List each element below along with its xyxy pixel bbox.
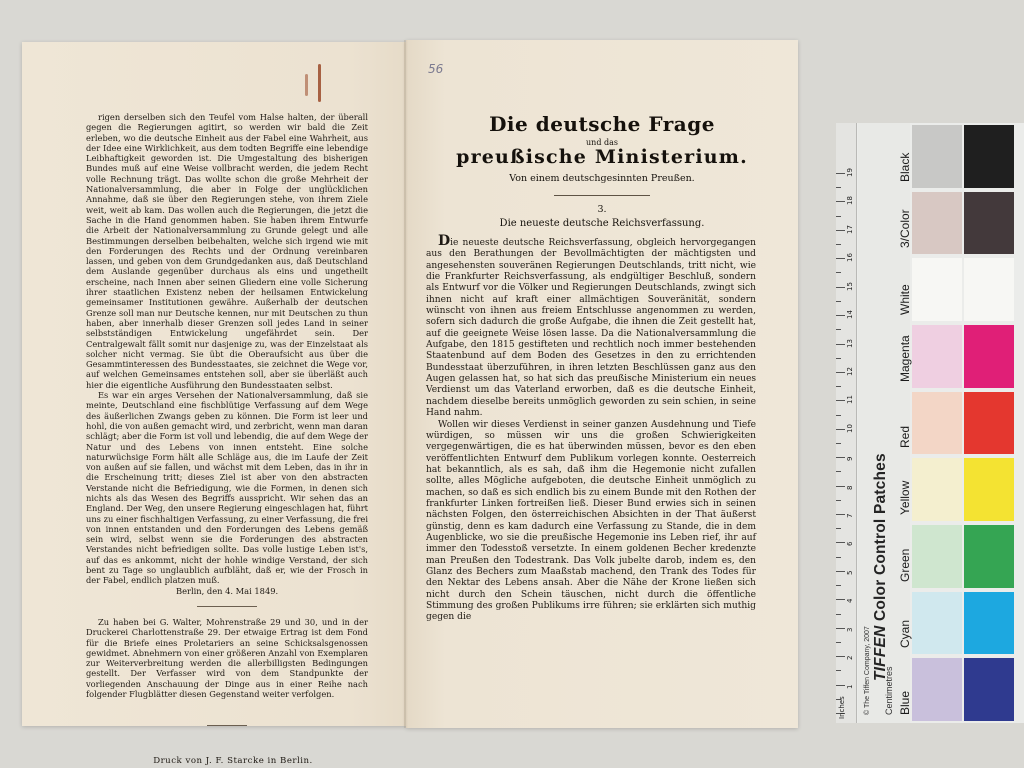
ruler-tick: [836, 542, 845, 543]
ruler: [836, 123, 857, 723]
ruler-tick: [836, 329, 841, 330]
ruler-number: 13: [846, 338, 854, 348]
patch-label: Blue: [898, 690, 912, 715]
patch-light-blue: [912, 658, 962, 721]
date-line: Berlin, den 4. Mai 1849.: [176, 585, 279, 596]
byline: Von einem deutschgesinnten Preußen.: [509, 173, 695, 184]
rust-stain: [318, 64, 321, 102]
ruler-tick: [836, 400, 845, 401]
copyright-text: © The Tiffen Company, 2007: [864, 626, 871, 715]
ruler-tick: [836, 258, 845, 259]
ruler-tick: [836, 642, 841, 643]
printer-imprint: Druck von J. F. Starcke in Berlin.: [153, 756, 313, 767]
ruler-tick: [836, 443, 841, 444]
patch-light-red: [912, 392, 962, 455]
ruler-number: 11: [846, 395, 854, 405]
ruler-number: 8: [846, 485, 854, 490]
patch-label: Black: [898, 152, 912, 182]
patch-dark-blue: [964, 658, 1014, 721]
ruler-tick: [836, 216, 841, 217]
divider: [207, 725, 247, 726]
ruler-tick: [836, 486, 845, 487]
left-text-column: [86, 112, 368, 767]
patch-dark-cyan: [964, 592, 1014, 655]
ruler-tick: [836, 528, 841, 529]
right-page: [406, 40, 798, 728]
card-title: Color Control Patches: [872, 453, 889, 622]
ruler-tick: [836, 244, 841, 245]
ruler-tick: [836, 372, 845, 373]
ruler-tick: [836, 358, 841, 359]
ruler-number: 18: [846, 196, 854, 206]
patch-dark-white: [964, 258, 1014, 321]
ruler-tick: [836, 599, 845, 600]
left-page: [22, 42, 406, 767]
ruler-number: 19: [846, 168, 854, 177]
ruler-tick: [836, 201, 845, 202]
ruler-number: 14: [846, 310, 854, 320]
ruler-tick: [836, 287, 845, 288]
publisher-note: Zu haben bei G. Walter, Mohrenstraße 29 und 30, und in der Druckerei Charlottenstraße 29. Der etwaige Ertrag ist dem Fond für die Briefe eines Proletariers an seine Schicksalsgenossen gewidmet. Abnehmern von einer größeren Anzahl von Exemplaren zur Weiterverbreitung werden die allerbilligsten Bedingungen gestellt. Der Verfasser wird von dem Standpunkte der vorliegenden Anschauung der Dinge aus in einer Reihe nach folgender Flugblätter diesen Gegenstand weiter verfolgen.: [86, 616, 368, 700]
ruler-number: 1: [846, 684, 854, 689]
right-text-column: [426, 233, 756, 624]
title-line-2: und das: [586, 138, 618, 147]
patch-light-white: [912, 258, 962, 321]
ruler-tick: [836, 656, 845, 657]
patch-light-black: [912, 125, 962, 188]
brand-title: [872, 453, 890, 681]
ruler-tick: [836, 386, 841, 387]
patch-light-yellow: [912, 458, 962, 521]
left-paragraph: rigen derselben sich den Teufel vom Halse halten, der überall gegen die Regierungen agitirt, so werden wir bald die Zeit erleben, wo die deutsche Einheit aus der Fabel eine Wahrheit, aus der Idee eine Wirklichkeit, aus dem todten Begriffe eine lebendige Leibhaftigkeit geworden ist. Die Umgestaltung des bisherigen Bundes muß auf eine Weise vollbracht werden, die jedem Recht volle Rechnung trägt. Das wollte schon die große Mehrheit der Nationalversammlung, die aber in Folge der unglücklichen Annahme, daß sie über den Regierungen stehe, von ihrem Ziele weit, weit ab kam. Das wollen auch die Regierungen, die jetzt die Sache in die Hand genommen haben. Sie haben ihrem Entwurfe die Arbeit der Nationalversammlung zu Grunde gelegt und alle Bestimmungen derselben beibehalten, welche sich irgend wie mit den Forderungen des Rechts und der Ordnung vereinbaren lassen, und geben von dem Grundgedanken aus, daß Deutschland dem Auslande gegenüber durchaus als eins und ungetheilt erscheine, nach Innen aber seinen Gliedern eine volle Sicherung ihrer staatlichen Existenz neben der heilsamen Entwickelung gemeinsamer Institutionen gewähre. Außerhalb der deutschen Grenze soll man nur Deutsche kennen, nur mit Deutschen zu thun haben, aber innerhalb dieser Grenzen soll jedes Land in seiner selbstständigen Entwickelung ungefährdet sein. Der Centralgewalt fällt somit nur dasjenige zu, was der Einzelstaat als solcher nicht vermag. Sie übt die Oberaufsicht aus über die Gesammtinteressen des Bundesstaates, sie zeichnet die Wege vor, auf welchen Gemeinsames entstehen soll, aber sie überläßt auch hier die eigentliche Ausführung den Bundesstaaten selbst.: [86, 112, 368, 390]
patch-light-green: [912, 525, 962, 588]
ruler-unit-inches: Inches: [838, 696, 846, 719]
patch-label: Magenta: [898, 334, 912, 382]
pencil-mark: 56: [428, 62, 444, 76]
section-title: Die neueste deutsche Reichsverfassung.: [499, 218, 705, 229]
page-fold: [404, 40, 408, 728]
patch-label: Red: [898, 426, 912, 449]
section-number: 3.: [597, 204, 607, 215]
ruler-tick: [836, 415, 841, 416]
ruler-number: 6: [846, 542, 854, 547]
ruler-number: 10: [846, 423, 854, 433]
ruler-tick: [836, 685, 845, 686]
title-line-1: Die deutsche Frage: [489, 112, 715, 136]
ruler-number: 5: [846, 570, 854, 575]
color-control-card: [836, 123, 1024, 723]
ruler-tick: [836, 230, 845, 231]
divider: [554, 195, 650, 196]
patch-dark-yellow: [964, 458, 1014, 521]
ruler-number: 7: [846, 513, 854, 519]
patch-light-cyan: [912, 592, 962, 655]
ruler-tick: [836, 471, 841, 472]
patch-label: Cyan: [898, 620, 912, 649]
ruler-number: 17: [846, 224, 854, 234]
patch-dark-3-color: [964, 192, 1014, 255]
ruler-unit-cm: Centimetres: [884, 666, 894, 715]
ruler-tick: [836, 429, 845, 430]
ruler-number: 2: [846, 655, 854, 661]
ruler-tick: [836, 670, 841, 671]
patch-light-3-color: [912, 192, 962, 255]
ruler-tick: [836, 500, 841, 501]
patch-dark-magenta: [964, 325, 1014, 388]
ruler-number: 15: [846, 281, 854, 291]
ruler-tick: [836, 187, 841, 188]
dark-patch-column: [964, 123, 1016, 723]
brand-logo: TIFFEN: [872, 625, 889, 681]
ruler-tick: [836, 557, 841, 558]
ruler-tick: [836, 628, 845, 629]
ruler-number: 16: [846, 253, 854, 263]
ruler-number: 12: [846, 367, 854, 376]
ruler-tick: [836, 173, 845, 174]
ruler-number: 3: [846, 627, 854, 632]
patch-dark-black: [964, 125, 1014, 188]
left-paragraph: Es war ein arges Versehen der Nationalversammlung, daß sie meinte, Deutschland eine fischblütige Verfassung auf dem Wege des äußerlichen Zwangs geben zu können. Die Form ist leer und hohl, die von außen gemacht wird, und zerbricht, wenn man daran schlägt; aber die Form ist voll und lebendig, die auf dem Wege der Natur und des Lebens von innen entsteht. Eine solche naturwüchsige Form hält alle Schläge aus, die im Laufe der Zeit von außen auf sie fallen, und wächst mit dem Leben, das in ihr in die Erscheinung tritt; dieses Ziel ist aber von den abstracten Verstande nicht die Befriedigung, wie die Formen, in denen sich nichts als das Wesen des Begriffs ausspricht. Wir sehen das an England. Der Weg, den unsere Regierung eingeschlagen hat, führt uns zu einer fischhaltigen Verfassung, zu einer Verfassung, die frei von innen entstanden und den Forderungen des Lebens gemäß sein wird, selbst wenn sie die Forderungen des abstracten Verstandes nicht befriedigen sollte. Das volle lustige Leben ist's, auf das es ankommt, nicht der hohle windige Verstand, der sich bent zu Tage so unglaublich aufbläht, daß er, wie der Frosch in der Fabel, endlich platzen muß.: [86, 390, 368, 586]
ruler-tick: [836, 614, 841, 615]
ruler-tick: [836, 272, 841, 273]
title-line-3: preußische Ministerium.: [456, 146, 748, 168]
patch-light-magenta: [912, 325, 962, 388]
patch-label: 3/Color: [898, 209, 912, 249]
ruler-tick: [836, 457, 845, 458]
patch-label: Yellow: [898, 480, 912, 515]
patch-label: White: [898, 284, 912, 315]
right-paragraph: Wollen wir dieses Verdienst in seiner ganzen Ausdehnung und Tiefe würdigen, so müssen wir uns die großen Schwierigkeiten vergegenwärtigen, die es hat überwinden müssen, bevor es den eben veröffentlichten Entwurf dem Publikum vorlegen konnte. Oesterreich hat bekanntlich, als es sah, daß ihm die Hegemonie nicht zufallen sollte, alles Mögliche aufgeboten, die deutsche Einheit unmöglich zu machen, so daß es sich endlich bis zu einem Bunde mit den Rothen der frankfurter Linken fortreißen ließ. Dieser Bund erwies sich in seinen nächsten Folgen, den österreichischen Absichten in der That äußerst günstig, denn es kam dadurch eine Verfassung zu Stande, die in dem Augenblicke, wo sie die preußische Hegemonie ins Leben rief, ihr auf immer den Todesstoß versetzte. In einem goldenen Becher kredenzte man Preußen den Todestrank. Das Volk jubelte darob, indem es, den Glanz des Bechers zum Maaßstab machend, den Trank des Todes für den Nektar des Lebens ansah. Aber die Nähe der Krone ließen sich nicht durch den Schein täuschen, nicht durch die öffentliche Stimmung des großen Publikums irre führen; sie erklärten sich muthig gegen die: [426, 419, 756, 623]
ruler-tick: [836, 585, 841, 586]
ruler-tick: [836, 315, 845, 316]
divider: [197, 606, 257, 607]
ruler-number: 9: [846, 456, 854, 462]
rust-stain: [305, 74, 308, 96]
light-patch-column: [912, 123, 964, 723]
patch-label: Green: [898, 548, 912, 582]
ruler-number: 4: [846, 598, 854, 604]
ruler-tick: [836, 301, 841, 302]
patch-dark-green: [964, 525, 1014, 588]
ruler-tick: [836, 514, 845, 515]
patch-dark-red: [964, 392, 1014, 455]
ruler-tick: [836, 571, 845, 572]
right-paragraph: Die neueste deutsche Reichsverfassung, obgleich hervorgegangen aus den Berathungen der Bevollmächtigten der mächtigsten und angesehensten souveränen Regierungen Deutschlands, tritt nicht, wie die Frankfurter Reichsverfassung, als endgültiger Beschluß, sondern als Entwurf vor die Völker und Regierungen Deutschlands, zwingt sich ihnen nicht auf kraft einer allmächtigen Souveränität, sondern wünscht von ihnen aus freiem Entschlusse angenommen zu werden, sofern sich dadurch die große Aufgabe, die ihnen die Zeit gestellt hat, auf die geeignete Weise lösen lasse. Da die Nationalversammlung die Aufgabe, den 1815 gestifteten und rechtlich noch immer bestehenden Staatenbund auf dem Boden des Gesetzes in den zu errichtenden Bundesstaat überzuführen, in ihren letzten Beschlüssen ganz aus den Augen gelassen hat, so hat sich das preußische Ministerium ein neues Verdienst um das Vaterland erworben, daß es die deutsche Einheit, nachdem dieselbe bereits unmöglich geworden zu sein schien, in seine Hand nahm.: [426, 233, 756, 419]
ruler-tick: [836, 344, 845, 345]
